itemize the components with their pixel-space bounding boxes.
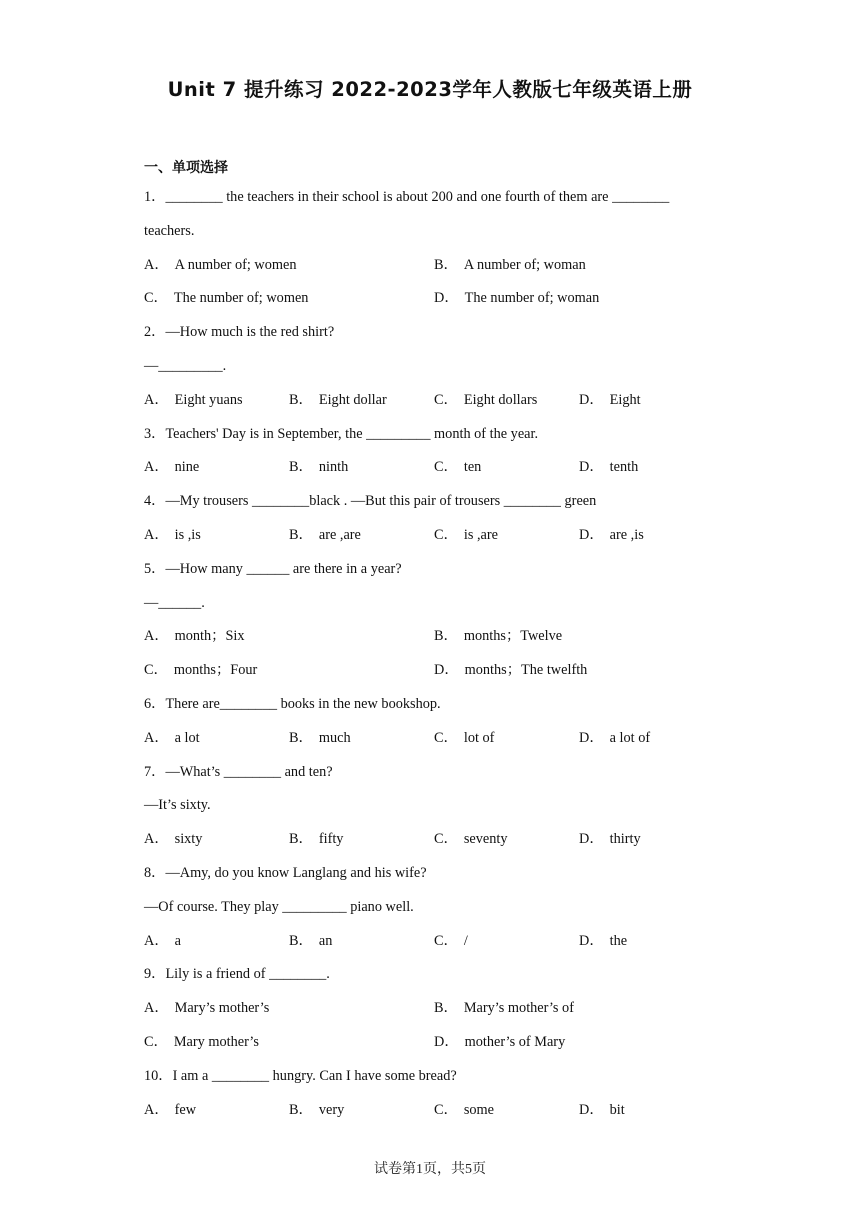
option-letter: B． bbox=[434, 256, 458, 273]
question-stem: 9．Lily is a friend of ________. bbox=[144, 966, 330, 983]
answer-option bbox=[434, 282, 724, 316]
option-text: tenth bbox=[609, 459, 639, 476]
option-text: very bbox=[318, 1101, 345, 1118]
question-item bbox=[144, 958, 724, 1059]
option-letter: C． bbox=[434, 1101, 458, 1118]
option-letter: D． bbox=[434, 290, 459, 307]
option-letter: B． bbox=[289, 526, 313, 543]
answer-option bbox=[434, 654, 724, 688]
answer-option bbox=[434, 722, 579, 756]
answer-option bbox=[434, 620, 724, 654]
answer-option bbox=[144, 925, 289, 959]
option-letter: A． bbox=[144, 391, 169, 408]
option-letter: D． bbox=[579, 932, 604, 949]
answer-option bbox=[289, 925, 434, 959]
option-text: month；Six bbox=[174, 628, 245, 645]
option-letter: A． bbox=[144, 1101, 169, 1118]
answer-option bbox=[144, 282, 434, 316]
option-text: are ,are bbox=[318, 526, 361, 543]
answer-option bbox=[579, 823, 724, 857]
question-stem: 1．________ the teachers in their school is about 200 and one fourth of them are ________ bbox=[144, 189, 670, 205]
option-letter: C． bbox=[434, 831, 458, 848]
option-row bbox=[144, 823, 724, 857]
question-stem: 10．I am a ________ hungry. Can I have some bread? bbox=[144, 1067, 457, 1084]
answer-option bbox=[579, 384, 724, 418]
option-text: Eight bbox=[609, 391, 641, 408]
option-letter: B． bbox=[289, 932, 313, 949]
option-letter: B． bbox=[434, 628, 458, 645]
option-letter: A． bbox=[144, 729, 169, 746]
option-text: Mary’s mother’s of bbox=[463, 1000, 574, 1017]
option-letter: B． bbox=[289, 831, 313, 848]
option-text: much bbox=[318, 729, 351, 746]
answer-option bbox=[144, 451, 289, 485]
option-letter: C． bbox=[434, 459, 458, 476]
option-letter: D． bbox=[579, 391, 604, 408]
option-letter: A． bbox=[144, 831, 169, 848]
option-letter: A． bbox=[144, 1000, 169, 1017]
option-letter: B． bbox=[289, 1101, 313, 1118]
answer-option bbox=[144, 722, 289, 756]
option-row bbox=[144, 620, 724, 654]
answer-option bbox=[579, 451, 724, 485]
option-text: The number of; women bbox=[173, 290, 309, 307]
option-text: lot of bbox=[463, 729, 495, 746]
option-letter: C． bbox=[144, 290, 168, 307]
question-stem: 5．—How many ______ are there in a year? bbox=[144, 560, 402, 577]
page-title: Unit 7 提升练习 2022-2023学年人教版七年级英语上册 bbox=[167, 78, 693, 101]
option-letter: C． bbox=[144, 1033, 168, 1050]
answer-option bbox=[144, 519, 289, 553]
option-row bbox=[144, 1094, 724, 1128]
option-text: ten bbox=[463, 459, 482, 476]
option-letter: C． bbox=[434, 391, 458, 408]
option-letter: D． bbox=[579, 459, 604, 476]
option-text: months；The twelfth bbox=[464, 662, 588, 679]
question-stem-continued: —______. bbox=[144, 594, 205, 611]
answer-option bbox=[144, 620, 434, 654]
option-row bbox=[144, 722, 724, 756]
question-list bbox=[144, 181, 724, 1127]
option-row bbox=[144, 249, 724, 283]
question-stem-continued: —It’s sixty. bbox=[144, 797, 211, 814]
option-text: Eight dollar bbox=[318, 391, 387, 408]
option-text: are ,is bbox=[609, 526, 644, 543]
option-letter: A． bbox=[144, 459, 169, 476]
question-stem-continued: teachers. bbox=[144, 222, 195, 239]
option-text: Mary’s mother’s bbox=[174, 1000, 270, 1017]
question-item bbox=[144, 418, 724, 486]
option-text: ninth bbox=[318, 459, 349, 476]
option-row bbox=[144, 282, 724, 316]
question-item bbox=[144, 1060, 724, 1128]
answer-option bbox=[144, 654, 434, 688]
option-letter: A． bbox=[144, 526, 169, 543]
option-letter: B． bbox=[289, 459, 313, 476]
option-text: A number of; women bbox=[174, 256, 297, 273]
option-text: months；Four bbox=[173, 662, 258, 679]
answer-option bbox=[289, 384, 434, 418]
question-item bbox=[144, 688, 724, 756]
option-text: a bbox=[174, 932, 181, 949]
answer-option bbox=[144, 249, 434, 283]
option-text: The number of; woman bbox=[464, 290, 600, 307]
option-text: an bbox=[318, 932, 333, 949]
option-text: / bbox=[463, 932, 468, 949]
answer-option bbox=[434, 1026, 724, 1060]
option-letter: A． bbox=[144, 628, 169, 645]
option-row bbox=[144, 451, 724, 485]
question-item bbox=[144, 857, 724, 958]
option-letter: D． bbox=[434, 662, 459, 679]
option-letter: D． bbox=[579, 831, 604, 848]
option-text: thirty bbox=[609, 831, 641, 848]
option-letter: B． bbox=[289, 391, 313, 408]
option-letter: B． bbox=[289, 729, 313, 746]
section-heading: 一、单项选择 bbox=[144, 160, 228, 176]
answer-option bbox=[289, 722, 434, 756]
question-stem-continued: —_________. bbox=[144, 357, 227, 374]
option-row bbox=[144, 384, 724, 418]
answer-option bbox=[144, 1026, 434, 1060]
option-text: nine bbox=[174, 459, 200, 476]
question-stem-continued: —Of course. They play _________ piano well. bbox=[144, 898, 414, 915]
question-item bbox=[144, 181, 724, 316]
answer-option bbox=[434, 519, 579, 553]
answer-option bbox=[289, 519, 434, 553]
question-stem: 4．—My trousers ________black . —But this pair of trousers ________ green bbox=[144, 493, 597, 510]
option-row bbox=[144, 1026, 724, 1060]
answer-option bbox=[579, 1094, 724, 1128]
option-row bbox=[144, 654, 724, 688]
question-item bbox=[144, 553, 724, 688]
answer-option bbox=[434, 992, 724, 1026]
option-text: bit bbox=[609, 1101, 625, 1118]
answer-option bbox=[289, 1094, 434, 1128]
answer-option bbox=[434, 925, 579, 959]
answer-option bbox=[289, 451, 434, 485]
answer-option bbox=[144, 992, 434, 1026]
option-text: Eight dollars bbox=[463, 391, 538, 408]
option-letter: C． bbox=[434, 932, 458, 949]
answer-option bbox=[434, 249, 724, 283]
option-letter: C． bbox=[144, 662, 168, 679]
answer-option bbox=[579, 722, 724, 756]
option-text: seventy bbox=[463, 831, 508, 848]
option-text: Mary mother’s bbox=[173, 1033, 259, 1050]
answer-option bbox=[144, 1094, 289, 1128]
option-text: the bbox=[609, 932, 628, 949]
option-letter: D． bbox=[579, 1101, 604, 1118]
option-text: Eight yuans bbox=[174, 391, 243, 408]
option-text: is ,is bbox=[174, 526, 201, 543]
question-item bbox=[144, 756, 724, 857]
option-text: months；Twelve bbox=[463, 628, 563, 645]
option-text: mother’s of Mary bbox=[464, 1033, 566, 1050]
option-letter: D． bbox=[579, 729, 604, 746]
option-letter: A． bbox=[144, 256, 169, 273]
answer-option bbox=[434, 451, 579, 485]
answer-option bbox=[579, 519, 724, 553]
option-letter: D． bbox=[434, 1033, 459, 1050]
question-stem: 7．—What’s ________ and ten? bbox=[144, 763, 333, 780]
question-stem: 8．—Amy, do you know Langlang and his wife? bbox=[144, 864, 427, 881]
option-row bbox=[144, 925, 724, 959]
option-letter: C． bbox=[434, 729, 458, 746]
answer-option bbox=[289, 823, 434, 857]
option-text: fifty bbox=[318, 831, 344, 848]
answer-option bbox=[579, 925, 724, 959]
option-text: A number of; woman bbox=[463, 256, 586, 273]
option-text: is ,are bbox=[463, 526, 498, 543]
question-item bbox=[144, 485, 724, 553]
answer-option bbox=[434, 1094, 579, 1128]
answer-option bbox=[144, 823, 289, 857]
option-row bbox=[144, 992, 724, 1026]
option-letter: B． bbox=[434, 1000, 458, 1017]
option-letter: A． bbox=[144, 932, 169, 949]
option-text: sixty bbox=[174, 831, 203, 848]
answer-option bbox=[144, 384, 289, 418]
answer-option bbox=[434, 384, 579, 418]
option-text: some bbox=[463, 1101, 495, 1118]
option-row bbox=[144, 519, 724, 553]
question-stem: 3．Teachers' Day is in September, the _________ month of the year. bbox=[144, 425, 539, 442]
page-footer: 试卷第1页，共5页 bbox=[374, 1162, 486, 1177]
answer-option bbox=[434, 823, 579, 857]
option-letter: D． bbox=[579, 526, 604, 543]
question-item bbox=[144, 316, 724, 417]
question-stem: 2．—How much is the red shirt? bbox=[144, 324, 335, 341]
option-text: a lot bbox=[174, 729, 200, 746]
option-letter: C． bbox=[434, 526, 458, 543]
option-text: few bbox=[174, 1101, 197, 1118]
question-stem: 6．There are________ books in the new bookshop. bbox=[144, 695, 441, 712]
option-text: a lot of bbox=[609, 729, 651, 746]
